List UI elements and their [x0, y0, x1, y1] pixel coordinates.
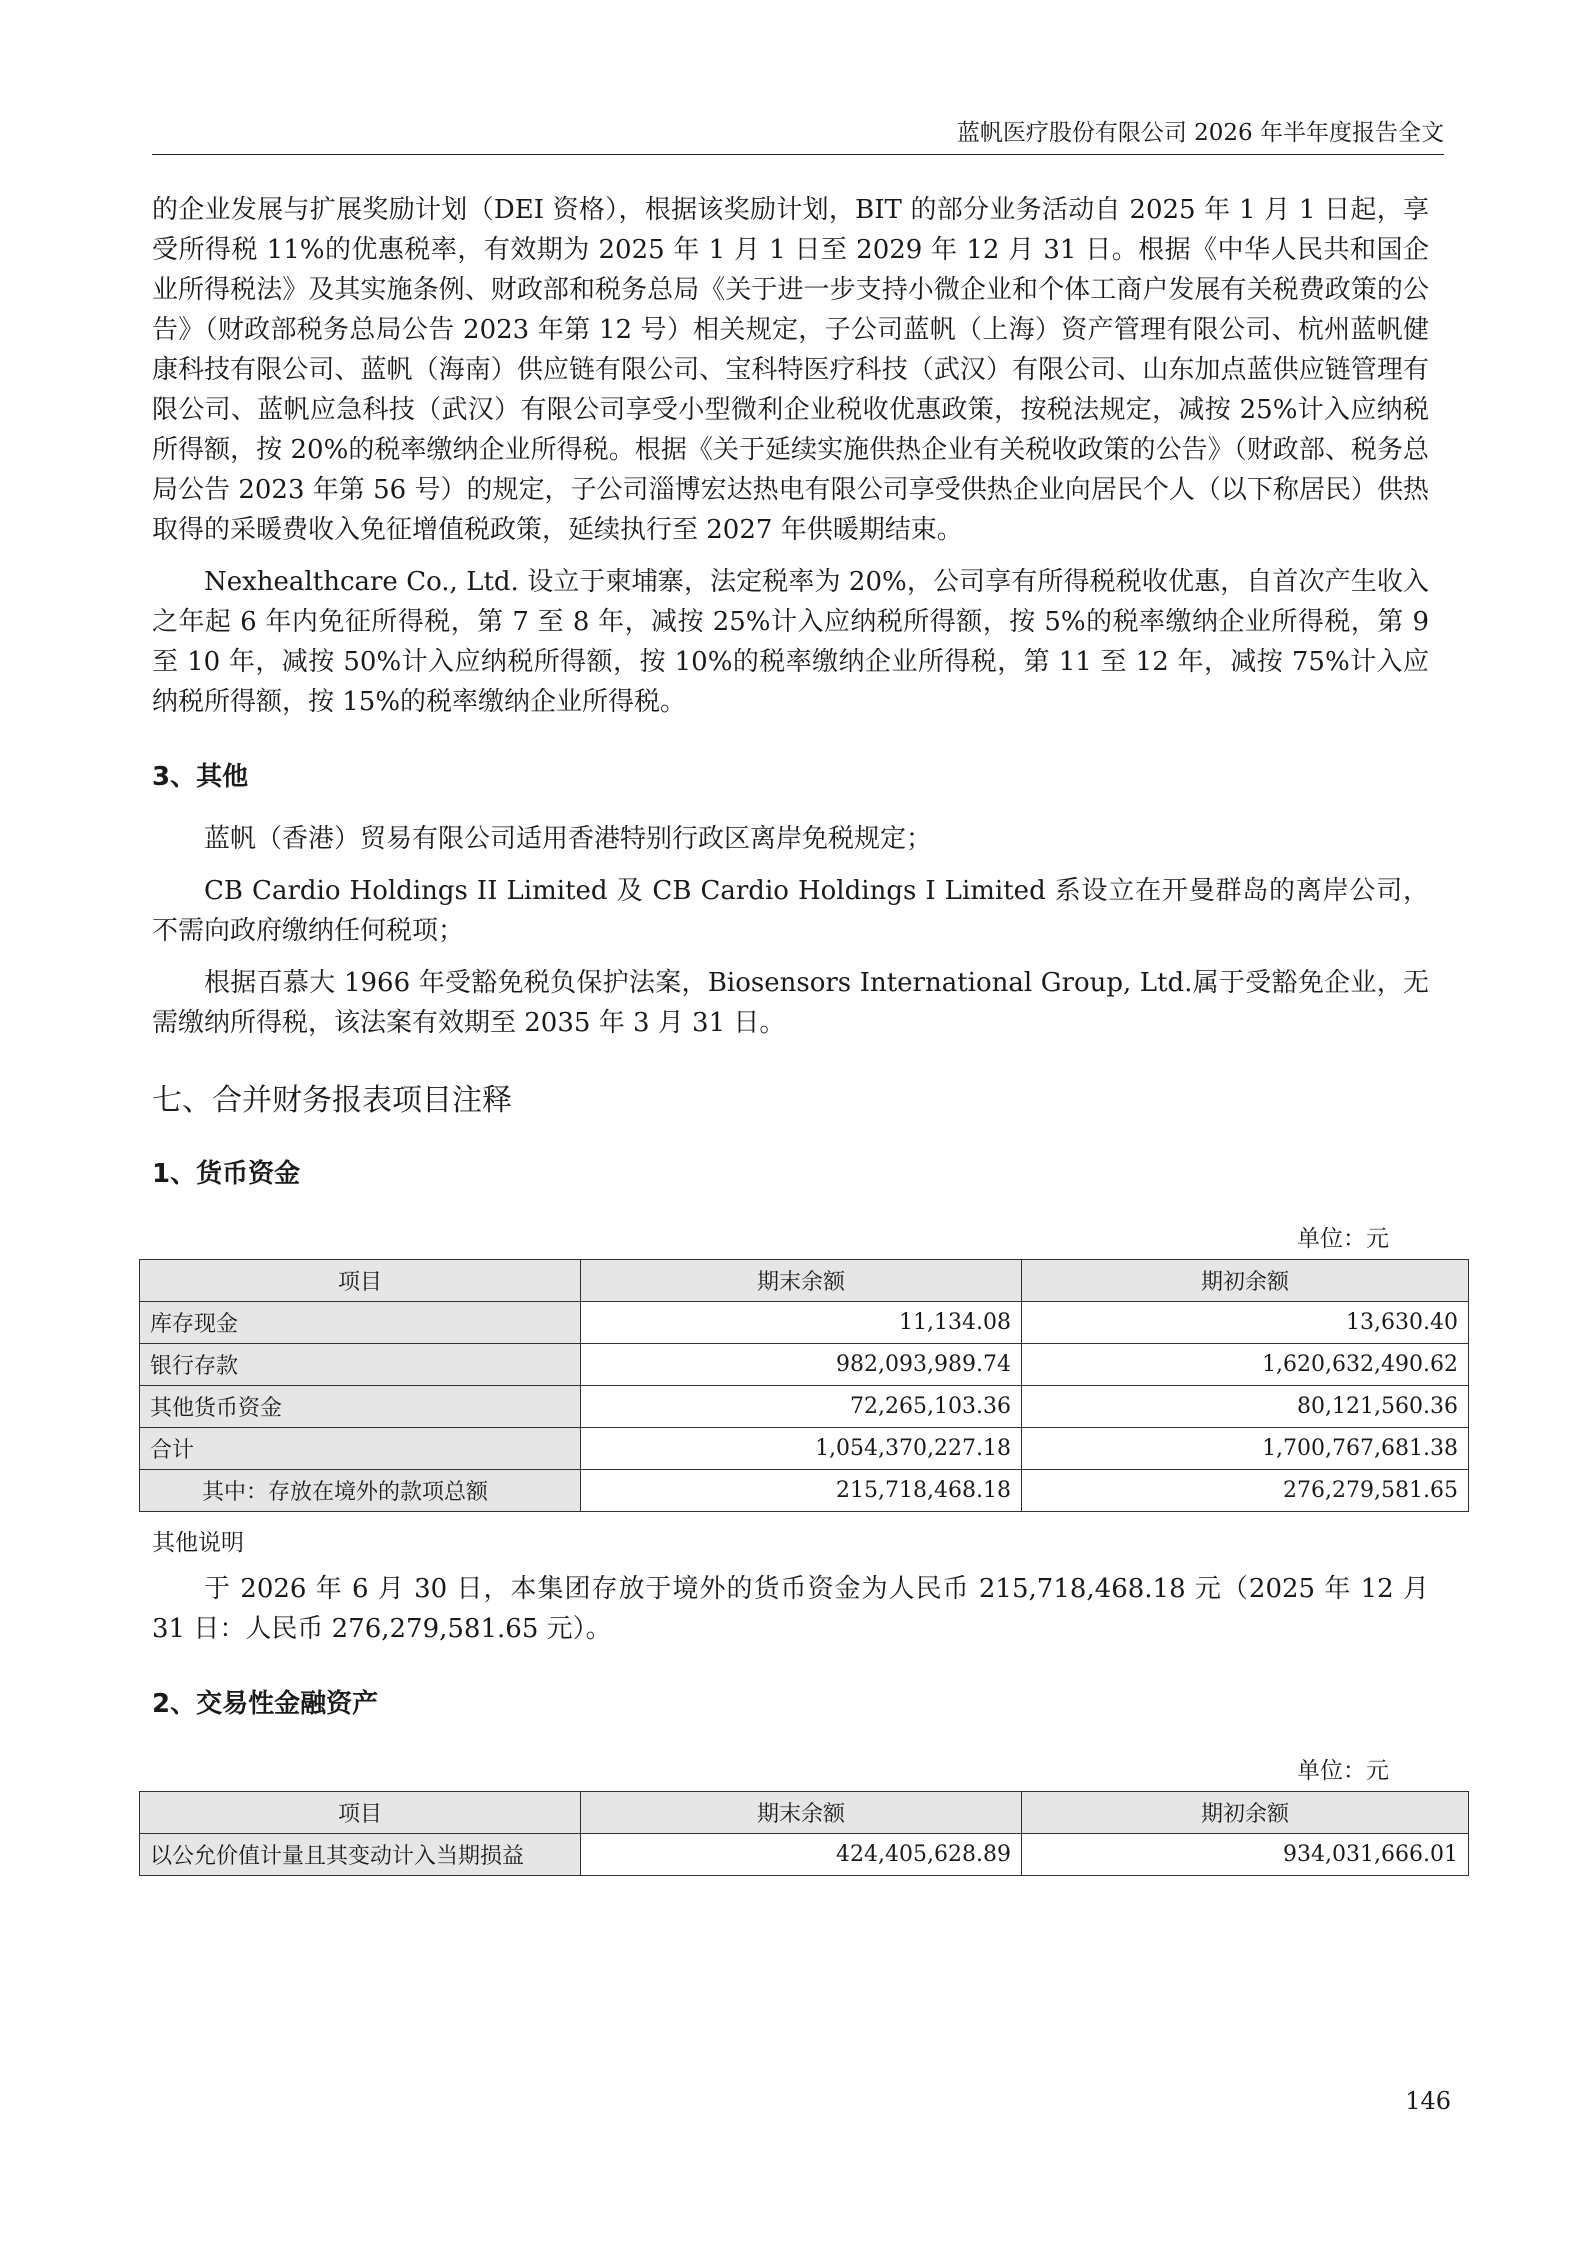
- header-title: 蓝帆医疗股份有限公司 2026 年半年度报告全文: [956, 120, 1444, 146]
- end-balance: 11,134.08: [581, 1302, 1022, 1344]
- paragraph-nexhealthcare: Nexhealthcare Co., Ltd. 设立于柬埔寨，法定税率为 20%，公司享有所得税税收优惠，自首次产生收入之年起 6 年内免征所得税，第 7 至 8 年，减按 25%计入应纳税所得额，按 5%的税率缴纳企业所得税，第 9 至 10 年，减按 50%计入应纳税所得额，按 10%的税率缴纳企业所得税，第 11 至 12 年，减按 75%计入应纳税所得额，按 15%的税率缴纳企业所得税。: [152, 567, 1429, 717]
- section-3-item: 蓝帆（香港）贸易有限公司适用香港特别行政区离岸免税规定；: [204, 824, 933, 854]
- table-row: [140, 1470, 1469, 1512]
- table-header-row: [140, 1260, 1469, 1302]
- trading-table: [139, 1791, 1469, 1876]
- table-row: [140, 1834, 1469, 1876]
- cash-unit-label: 单位：元: [1297, 1226, 1389, 1252]
- end-balance: 982,093,989.74: [581, 1344, 1022, 1386]
- begin-balance: 1,620,632,490.62: [1022, 1344, 1469, 1386]
- begin-balance: 276,279,581.65: [1022, 1470, 1469, 1512]
- cash-note-title: 其他说明: [152, 1530, 244, 1556]
- trading-unit-label: 单位：元: [1297, 1758, 1389, 1784]
- table-row: [140, 1302, 1469, 1344]
- end-balance: 72,265,103.36: [581, 1386, 1022, 1428]
- row-label: 库存现金: [140, 1302, 581, 1344]
- column-header-end-balance: 期末余额: [581, 1260, 1022, 1302]
- page-header: [152, 112, 1444, 155]
- column-header-item: 项目: [140, 1260, 581, 1302]
- row-label: 其中：存放在境外的款项总额: [140, 1470, 581, 1512]
- row-label: 其他货币资金: [140, 1386, 581, 1428]
- section-3-item: 根据百慕大 1966 年受豁免税负保护法案，Biosensors International Group, Ltd.属于受豁免企业，无需缴纳所得税，该法案有效期至 2035 年 3 月 31 日。: [152, 968, 1429, 1038]
- cash-note: 于 2026 年 6 月 30 日，本集团存放于境外的货币资金为人民币 215,718,468.18 元（2025 年 12 月 31 日：人民币 276,279,581.65 元）。: [152, 1574, 1429, 1644]
- cash-section-title: 1、货币资金: [152, 1159, 301, 1189]
- end-balance: 424,405,628.89: [581, 1834, 1022, 1876]
- row-label: 合计: [140, 1428, 581, 1470]
- column-header-end-balance: 期末余额: [581, 1792, 1022, 1834]
- trading-section-title: 2、交易性金融资产: [152, 1689, 379, 1719]
- paragraph-tax-incentives: 的企业发展与扩展奖励计划（DEI 资格），根据该奖励计划，BIT 的部分业务活动自 2025 年 1 月 1 日起，享受所得税 11%的优惠税率，有效期为 2025 年 1 月 1 日至 2029 年 12 月 31 日。根据《中华人民共和国企业所得税法》及其实施条例、财政部和税务总局《关于进一步支持小微企业和个体工商户发展有关税费政策的公告》（财政部税务总局公告 2023 年第 12 号）相关规定，子公司蓝帆（上海）资产管理有限公司、杭州蓝帆健康科技有限公司、蓝帆（海南）供应链有限公司、宝科特医疗科技（武汉）有限公司、山东加点蓝供应链管理有限公司、蓝帆应急科技（武汉）有限公司享受小型微利企业税收优惠政策，按税法规定，减按 25%计入应纳税所得额，按 20%的税率缴纳企业所得税。根据《关于延续实施供热企业有关税收政策的公告》（财政部、税务总局公告 2023 年第 56 号）的规定，子公司淄博宏达热电有限公司享受供热企业向居民个人（以下称居民）供热取得的采暖费收入免征增值税政策，延续执行至 2027 年供暖期结束。: [152, 195, 1429, 545]
- end-balance: 1,054,370,227.18: [581, 1428, 1022, 1470]
- row-label: 以公允价值计量且其变动计入当期损益: [140, 1834, 581, 1876]
- end-balance: 215,718,468.18: [581, 1470, 1022, 1512]
- page-content: [150, 190, 1458, 1876]
- table-header-row: [140, 1792, 1469, 1834]
- column-header-begin-balance: 期初余额: [1022, 1260, 1469, 1302]
- table-row: [140, 1344, 1469, 1386]
- begin-balance: 80,121,560.36: [1022, 1386, 1469, 1428]
- begin-balance: 934,031,666.01: [1022, 1834, 1469, 1876]
- begin-balance: 1,700,767,681.38: [1022, 1428, 1469, 1470]
- section-7-title: 七、合并财务报表项目注释: [152, 1083, 512, 1118]
- section-3-item: CB Cardio Holdings II Limited 及 CB Cardio Holdings I Limited 系设立在开曼群岛的离岸公司，不需向政府缴纳任何税项；: [152, 876, 1429, 946]
- cash-table: [139, 1259, 1469, 1512]
- section-3-title: 3、其他: [152, 762, 249, 792]
- begin-balance: 13,630.40: [1022, 1302, 1469, 1344]
- column-header-begin-balance: 期初余额: [1022, 1792, 1469, 1834]
- page-number: 146: [1405, 2087, 1451, 2115]
- table-row: [140, 1386, 1469, 1428]
- row-label: 银行存款: [140, 1344, 581, 1386]
- column-header-item: 项目: [140, 1792, 581, 1834]
- table-row: [140, 1428, 1469, 1470]
